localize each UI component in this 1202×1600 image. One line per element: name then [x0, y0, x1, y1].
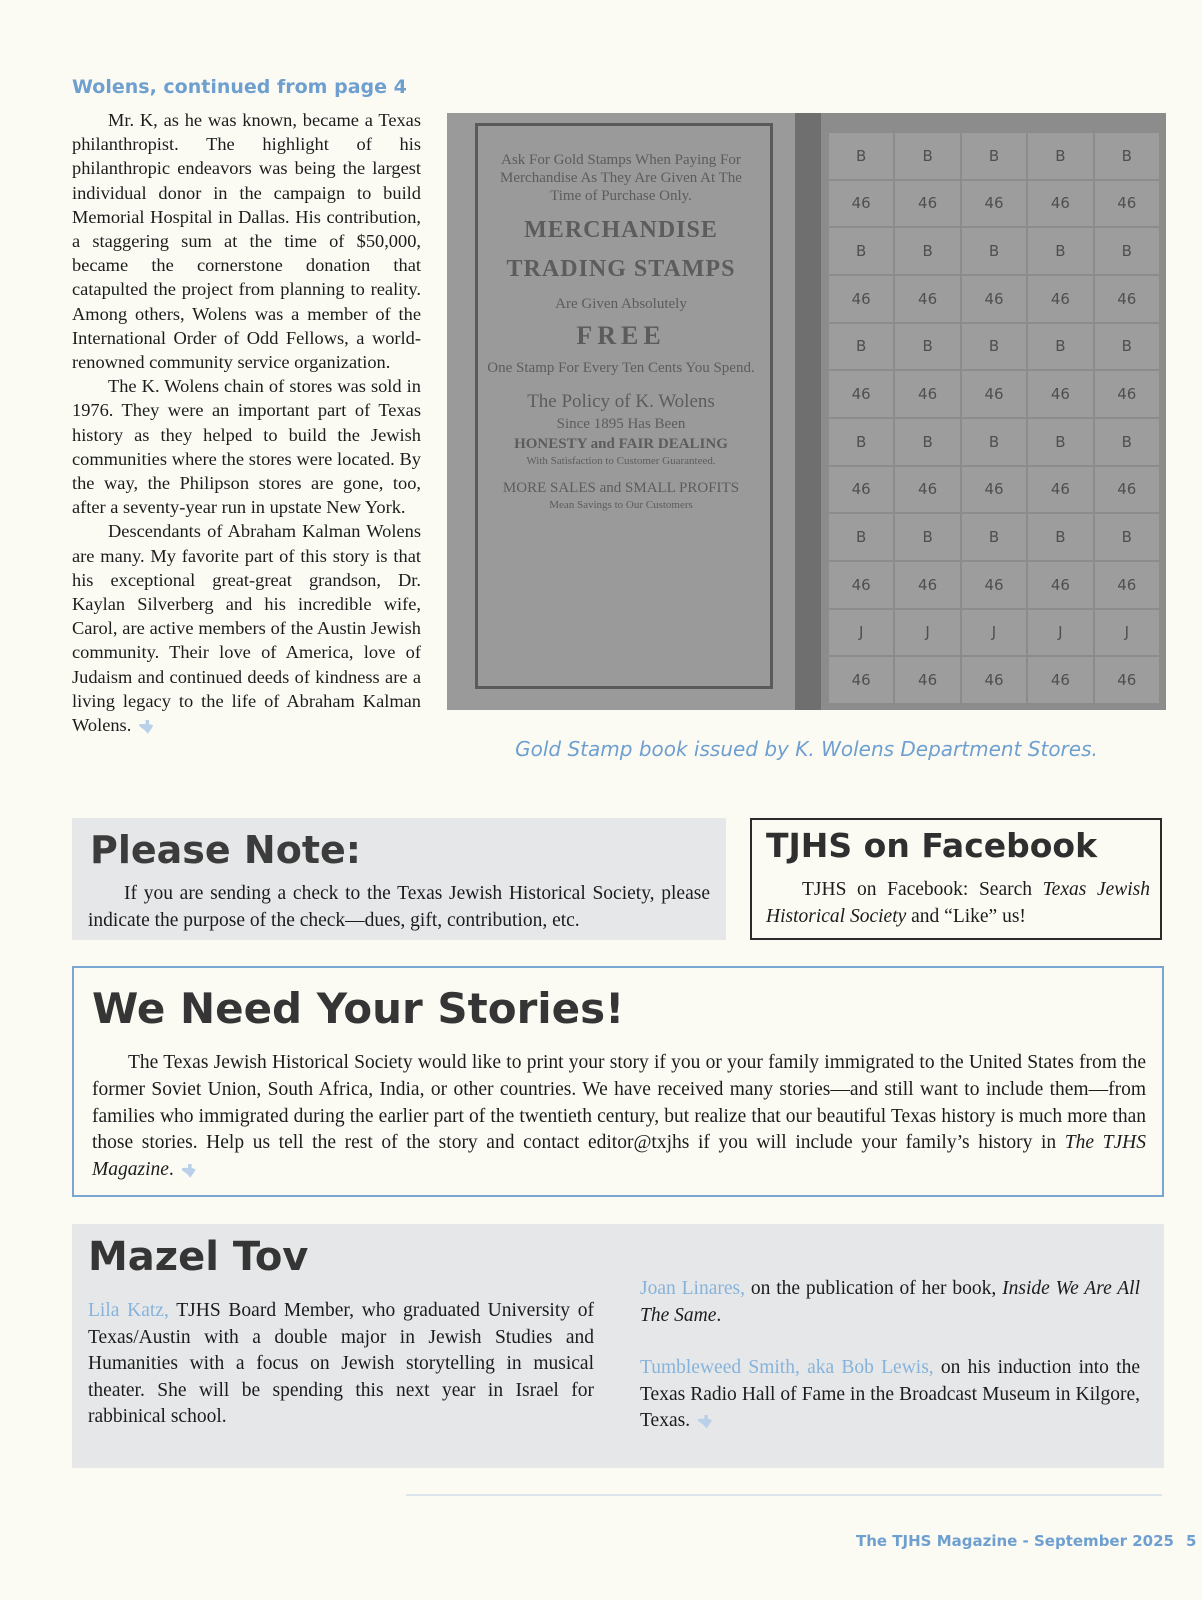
facebook-text-italic: Texas Jewish Historical Society [766, 879, 1150, 927]
stamp: J [895, 610, 959, 656]
stamp: 46 [829, 467, 893, 513]
mazel-tov-title: Mazel Tov [88, 1234, 309, 1280]
stamp: J [1028, 610, 1092, 656]
stamp: 46 [895, 276, 959, 322]
stamp: B [1095, 324, 1159, 370]
stamp: B [829, 324, 893, 370]
stamp: 46 [829, 181, 893, 227]
stamp: B [829, 133, 893, 179]
cover-line: FREE [576, 321, 666, 350]
stories-text [92, 1050, 1146, 1184]
stamp: B [829, 228, 893, 274]
page-number: 5 [1185, 1532, 1197, 1550]
stamp: 46 [962, 181, 1026, 227]
stamp: 46 [962, 562, 1026, 608]
stamp: 46 [1095, 371, 1159, 417]
cover-line: Mean Savings to Our Customers [549, 499, 693, 511]
stamp: 46 [1028, 276, 1092, 322]
book-spine [795, 113, 821, 710]
stamp: B [1028, 133, 1092, 179]
article-body [72, 108, 421, 737]
stamp: J [1095, 610, 1159, 656]
stamp-book-cover [447, 113, 795, 710]
honoree-name: Lila Katz, [88, 1300, 169, 1321]
texas-icon [182, 1164, 196, 1178]
stamp: B [1095, 133, 1159, 179]
stamp: B [1095, 228, 1159, 274]
cover-line: TRADING STAMPS [506, 256, 736, 282]
mazel-tov-entry [640, 1355, 1140, 1435]
cover-line: With Satisfaction to Customer Guaranteed. [526, 455, 716, 467]
stamp: B [1028, 419, 1092, 465]
stamp: 46 [962, 467, 1026, 513]
book-title: Inside We Are All The Same [640, 1278, 1140, 1326]
stamp: B [962, 228, 1026, 274]
stamp: B [1028, 324, 1092, 370]
stamp: 46 [1095, 276, 1159, 322]
stamp: J [829, 610, 893, 656]
stamp: 46 [1028, 371, 1092, 417]
stamp: B [895, 228, 959, 274]
cover-line: Since 1895 Has Been [556, 416, 686, 432]
stories-text-body: The Texas Jewish Historical Society would like to print your story if you or your family immigrated to the United States from the former Soviet Union, South Africa, India, or other countries. We have received many stories—and still want to include them—from families who immigrated during the earlier part of the twentieth century, but realize that our beautiful Texas history is much more than those stories. Help us tell the rest of the story and contact editor@txjhs if you will include your family’s history in [92, 1052, 1146, 1154]
page-footer [856, 1532, 1196, 1550]
stamp: B [829, 514, 893, 560]
stamp: 46 [829, 371, 893, 417]
stamp: 46 [1095, 657, 1159, 703]
honoree-text: on his induction into the Texas Radio Hall of Fame in the Broadcast Museum in Kilgore, Texas. [640, 1357, 1140, 1431]
stamp-sheet [829, 133, 1159, 703]
mazel-tov-right-column [640, 1276, 1140, 1461]
stamp: 46 [1028, 467, 1092, 513]
stories-text-italic: The TJHS Magazine [92, 1132, 1146, 1181]
cover-line: MORE SALES and SMALL PROFITS [502, 480, 740, 496]
texas-icon [698, 1415, 712, 1429]
stamp: J [962, 610, 1026, 656]
article-paragraph: Mr. K, as he was known, became a Texas philanthropist. The highlight of his philanthropic endeavors was being the largest individual donor in the campaign to build Memorial Hospital in Dallas. His contribution, a staggering sum at the time of $50,000, became the cornerstone donation that catapulted the project from planning to reality. Among others, Wolens was a member of the International Order of Odd Fellows, a world-renowned community service organization. [72, 110, 421, 373]
stamp-book-photo [447, 113, 1166, 710]
footer-rule [406, 1494, 1162, 1496]
stamp: 46 [1028, 657, 1092, 703]
honoree-text-end: . [716, 1304, 722, 1326]
photo-caption: Gold Stamp book issued by K. Wolens Department Stores. [515, 737, 1098, 761]
stamp: 46 [962, 371, 1026, 417]
stamp: B [1028, 514, 1092, 560]
stamp: B [1028, 228, 1092, 274]
stamp: B [895, 133, 959, 179]
honoree-name: Tumbleweed Smith, aka Bob Lewis, [640, 1357, 934, 1378]
stamp: 46 [829, 276, 893, 322]
texas-icon [139, 720, 153, 734]
please-note-title: Please Note: [90, 828, 361, 872]
cover-line: Ask For Gold Stamps When Paying For Merchandise As They Are Given At The Time of Purchase Only. [500, 152, 742, 204]
article-paragraph-text: Descendants of Abraham Kalman Wolens are many. My favorite part of this story is that his exceptional great-great grandson, Dr. Kaylan Silverberg and his incredible wife, Carol, are active members of the Austin Jewish community. Their love of America, love of Judaism and continued deeds of kindness are a living legacy to the life of Abraham Kalman Wolens. [72, 521, 421, 736]
stories-text-end: . [168, 1159, 174, 1181]
stamp: B [829, 419, 893, 465]
stamp: B [895, 419, 959, 465]
stories-title: We Need Your Stories! [92, 984, 625, 1033]
facebook-text-start: TJHS on Facebook: Search [802, 879, 1043, 900]
mazel-tov-entry [640, 1276, 1140, 1329]
stamp: 46 [895, 371, 959, 417]
facebook-text [766, 876, 1150, 930]
stamp: 46 [895, 181, 959, 227]
stamp: 46 [1095, 467, 1159, 513]
article-paragraph: The K. Wolens chain of stores was sold in 1976. They were an important part of Texas history as they helped to build the Jewish communities where the stores were located. By the way, the Philipson stores are gone, too, after a seventy-year run in upstate New York. [72, 376, 421, 518]
cover-line: MERCHANDISE [524, 217, 718, 243]
honoree-name: Joan Linares, [640, 1278, 745, 1299]
facebook-title: TJHS on Facebook [766, 826, 1098, 865]
stamp: B [1095, 514, 1159, 560]
stamp: 46 [962, 276, 1026, 322]
stamp: 46 [1028, 562, 1092, 608]
stamp: B [1095, 419, 1159, 465]
stamp: 46 [895, 467, 959, 513]
cover-line: HONESTY and FAIR DEALING [514, 436, 728, 452]
cover-line: The Policy of K. Wolens [527, 391, 715, 412]
honoree-text: on the publication of her book, [744, 1278, 1003, 1299]
article-paragraph [72, 519, 421, 737]
stamp: 46 [895, 562, 959, 608]
facebook-text-end: and “Like” us! [906, 906, 1026, 927]
stamp: 46 [1095, 181, 1159, 227]
stamp: 46 [829, 562, 893, 608]
cover-line: Are Given Absolutely [555, 296, 687, 312]
cover-line: One Stamp For Every Ten Cents You Spend. [487, 360, 755, 376]
stamp: B [895, 514, 959, 560]
cover-text [485, 151, 757, 513]
magazine-issue: The TJHS Magazine - September 2025 [856, 1532, 1174, 1550]
please-note-paragraph: If you are sending a check to the Texas Jewish Historical Society, please indicate the purpose of the check—dues, gift, contribution, etc. [88, 883, 710, 931]
stamp: B [962, 514, 1026, 560]
please-note-text [88, 880, 710, 934]
stamp: B [962, 419, 1026, 465]
stamp: B [895, 324, 959, 370]
stamp: B [962, 324, 1026, 370]
mazel-tov-entry [88, 1298, 594, 1431]
stamp: 46 [1028, 181, 1092, 227]
stamp: 46 [962, 657, 1026, 703]
stamp: 46 [895, 657, 959, 703]
stamp: 46 [829, 657, 893, 703]
stamp: B [962, 133, 1026, 179]
stamp: 46 [1095, 562, 1159, 608]
continued-heading: Wolens, continued from page 4 [72, 76, 407, 98]
honoree-text: TJHS Board Member, who graduated University of Texas/Austin with a double major in Jewish Studies and Humanities with a focus on Jewish storytelling in musical theater. She will be spending this next year in Israel for rabbinical school. [88, 1300, 594, 1427]
